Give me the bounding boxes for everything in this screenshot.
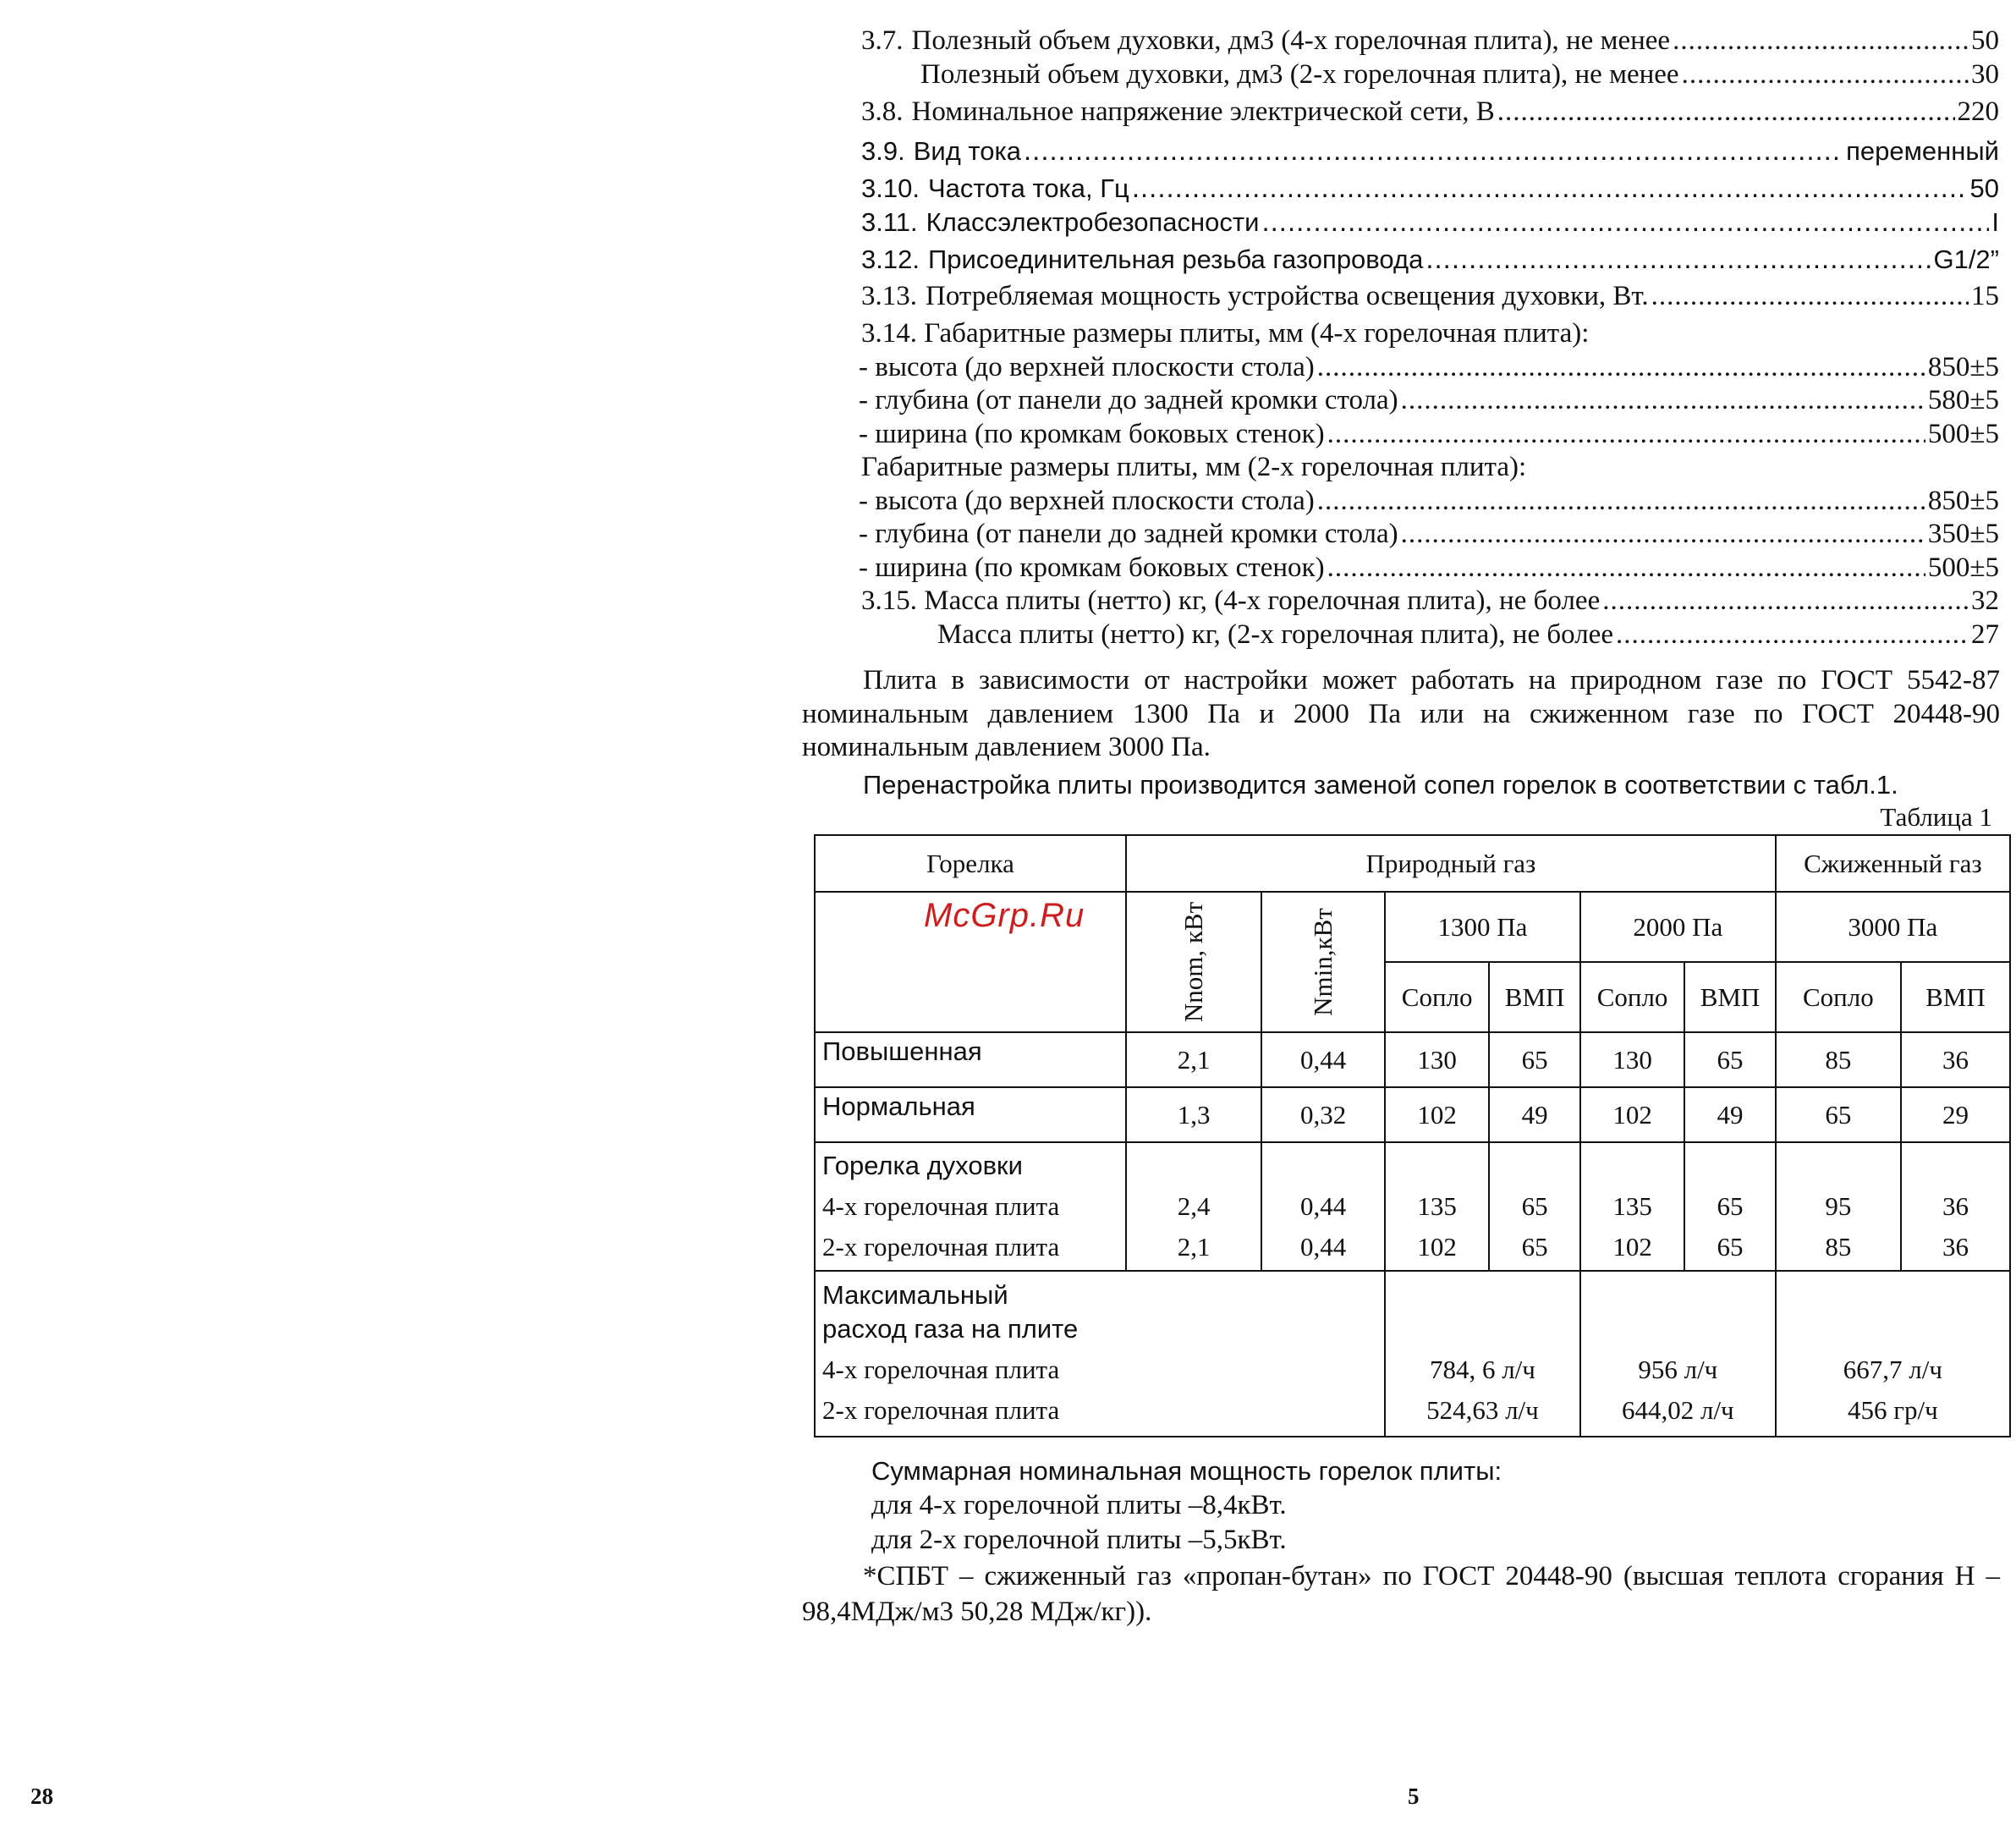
spec-value: 850±5 (1927, 485, 1999, 516)
cell: 65 (1521, 1191, 1548, 1221)
spec-row-3-7 (861, 25, 1999, 59)
cell: 65 (1717, 1232, 1744, 1262)
spec-label: - ширина (по кромкам боковых стенок) (859, 418, 1325, 449)
dot-leader (1425, 243, 1931, 275)
cell: 65 (1684, 1032, 1776, 1087)
dot-leader (1401, 519, 1925, 550)
dims-4-height (859, 352, 1999, 386)
dot-leader (1327, 552, 1925, 584)
cell: 456 гр/ч (1848, 1395, 1938, 1425)
spec-value: 850±5 (1927, 351, 1999, 382)
spec-value: 580±5 (1927, 385, 1999, 415)
cell: 784, 6 л/ч (1429, 1355, 1535, 1384)
nnom-label: Nnom, кВт (1178, 901, 1209, 1023)
spec-row-3-11 (861, 206, 1999, 239)
header-nmin (1261, 892, 1385, 1032)
cell: 65 (1521, 1232, 1548, 1262)
cell: 956 л/ч (1638, 1355, 1718, 1384)
gas-paragraph: Плита в зависимости от настройки может работать на природном газе по ГОСТ 5542-87 номинальным давлением 1300 Па и 2000 Па или на сжиженном газе по ГОСТ 20448-90 номинальным давлением 3000 Па. (802, 665, 2000, 762)
max-flow-labels (815, 1271, 1385, 1437)
spec-number: 3.11. (861, 206, 918, 237)
max-title-2: расход газа на плите (822, 1314, 1079, 1344)
spec-label: Масса плиты (нетто) кг, (2-х горелочная плита), не более (937, 618, 1613, 650)
spec-row-3-12 (861, 243, 1999, 277)
spec-value: 500±5 (1927, 418, 1999, 449)
header-vmp: ВМП (1489, 962, 1580, 1032)
watermark: McGrp.Ru (924, 897, 1085, 934)
spec-number: 3.12. (861, 245, 920, 274)
header-vmp: ВМП (1684, 962, 1776, 1032)
cell: 102 (1385, 1087, 1489, 1142)
cell: 0,44 (1261, 1032, 1385, 1087)
spec-value: 50 (1971, 25, 1999, 56)
spec-label: Потребляемая мощность устройства освещения духовки, Вт. (926, 280, 1649, 311)
reconfiguration-paragraph: Перенастройка плиты производится заменой сопел горелок в соответствии с табл.1. (863, 770, 1898, 800)
dims-2-width (859, 552, 1999, 586)
spec-number: 3.13. (861, 280, 917, 311)
oven-2000-vmp (1684, 1142, 1776, 1271)
spec-value: 350±5 (1927, 519, 1999, 549)
spec-label: 3.15. Масса плиты (нетто) кг, (4-х горелочная плита), не более (861, 585, 1601, 616)
spec-label: Классэлектробезопасности (926, 206, 1260, 237)
spec-label: - глубина (от панели до задней кромки стола) (859, 385, 1398, 415)
cell: 0,44 (1300, 1191, 1347, 1221)
spec-value: 220 (1957, 96, 1999, 127)
dot-leader (1616, 619, 1969, 651)
dot-leader (1327, 419, 1925, 450)
spec-value: 50 (1969, 173, 1999, 203)
oven-labels (815, 1142, 1126, 1271)
max-title-1: Максимальный (822, 1280, 1008, 1310)
cell: 85 (1825, 1232, 1852, 1262)
header-vmp: ВМП (1901, 962, 2010, 1032)
header-nnom (1126, 892, 1261, 1032)
page-number-left: 28 (30, 1784, 53, 1809)
cell: 135 (1417, 1191, 1457, 1221)
dims-2-depth (859, 519, 1999, 552)
nmin-label: Nmin,кВт (1308, 908, 1338, 1016)
cell: 130 (1580, 1032, 1684, 1087)
max-flow-3000 (1776, 1271, 2010, 1437)
dot-leader (1602, 585, 1969, 617)
page-number-right: 5 (1408, 1784, 1420, 1809)
spec-value: 15 (1971, 280, 1999, 311)
cell: 130 (1385, 1032, 1489, 1087)
mass-2 (861, 619, 1999, 653)
dims-4-depth (859, 385, 1999, 419)
dot-leader (1682, 59, 1969, 91)
spec-label: Полезный объем духовки, дм3 (2-х горелочная плита), не менее (920, 58, 1679, 90)
mass-4 (861, 585, 1999, 619)
spec-row-3-9 (861, 135, 1999, 168)
oven-4-label: 4-х горелочная плита (822, 1191, 1060, 1221)
table-row-oven (815, 1142, 2010, 1271)
cell: 85 (1776, 1032, 1901, 1087)
dot-leader (1261, 206, 1989, 238)
cell: 65 (1717, 1191, 1744, 1221)
cell: 36 (1901, 1032, 2010, 1087)
header-pressure-2000: 2000 Па (1580, 892, 1776, 962)
table-header-row (815, 835, 2010, 892)
spec-row-3-13 (861, 281, 1999, 315)
spec-label: Полезный объем духовки, дм3 (4-х горелочная плита), не менее (911, 25, 1671, 56)
oven-nmin (1261, 1142, 1385, 1271)
spec-label: Вид тока (913, 135, 1021, 166)
cell: 102 (1580, 1087, 1684, 1142)
spec-number: 3.9. (861, 135, 905, 166)
table-row-high (815, 1032, 2010, 1087)
header-nozzle: Сопло (1580, 962, 1684, 1032)
cell: 135 (1612, 1191, 1652, 1221)
cell: 49 (1684, 1087, 1776, 1142)
dims-2-title: Габаритные размеры плиты, мм (2-х горелочная плита): (861, 452, 1527, 482)
footnote: *СПБТ – сжиженный газ «пропан-бутан» по ГОСТ 20448-90 (высшая теплота сгорания Н – 98,4МДж/м3 50,28 МДж/кг)). (802, 1561, 2000, 1627)
cell: 0,44 (1300, 1232, 1347, 1262)
spec-label: - ширина (по кромкам боковых стенок) (859, 552, 1325, 583)
row-label: Повышенная (815, 1032, 1126, 1087)
dims-4-title: 3.14. Габаритные размеры плиты, мм (4-х горелочная плита): (861, 318, 1590, 349)
cell: 36 (1942, 1232, 1969, 1262)
oven-1300-nozzle (1385, 1142, 1489, 1271)
summary-line-2: для 2-х горелочной плиты –5,5кВт. (871, 1525, 1287, 1555)
spec-label: - глубина (от панели до задней кромки стола) (859, 519, 1398, 549)
dot-leader (1024, 135, 1843, 167)
header-liquefied-gas: Сжиженный газ (1776, 835, 2010, 892)
spec-value: I (1991, 206, 1999, 237)
spec-row-3-10 (861, 172, 1999, 206)
dims-4-width (859, 419, 1999, 453)
oven-2-label: 2-х горелочная плита (822, 1232, 1060, 1262)
header-nozzle: Сопло (1385, 962, 1489, 1032)
cell: 36 (1942, 1191, 1969, 1221)
row-label: Нормальная (815, 1087, 1126, 1142)
summary-line-4: для 4-х горелочной плиты –8,4кВт. (871, 1490, 1287, 1520)
cell: 49 (1489, 1087, 1580, 1142)
spec-value: 500±5 (1927, 552, 1999, 583)
header-burner: Горелка (815, 835, 1126, 892)
spec-value: переменный (1846, 135, 1999, 166)
cell: 2,1 (1126, 1032, 1261, 1087)
cell: 65 (1776, 1087, 1901, 1142)
specifications-list (861, 25, 1999, 652)
table-caption: Таблица 1 (1880, 802, 1992, 832)
spec-row-3-7b (861, 59, 1999, 93)
max-flow-1300 (1385, 1271, 1580, 1437)
dot-leader (1401, 385, 1925, 416)
dot-leader (1673, 25, 1969, 57)
header-pressure-3000: 3000 Па (1776, 892, 2010, 962)
dims-2-height (859, 486, 1999, 519)
power-summary (871, 1454, 1502, 1558)
header-natural-gas: Природный газ (1126, 835, 1776, 892)
cell: 1,3 (1126, 1087, 1261, 1142)
spec-number: 3.10. (861, 173, 920, 203)
dot-leader (1317, 486, 1925, 517)
oven-2000-nozzle (1580, 1142, 1684, 1271)
spec-number: 3.8. (861, 96, 904, 127)
spec-value: 32 (1971, 585, 1999, 616)
header-pressure-1300: 1300 Па (1385, 892, 1580, 962)
cell: 2,1 (1177, 1232, 1211, 1262)
spec-label: - высота (до верхней плоскости стола) (859, 485, 1315, 516)
spec-value: 27 (1971, 618, 1999, 650)
cell: 667,7 л/ч (1843, 1355, 1942, 1384)
dot-leader (1651, 281, 1969, 312)
oven-nnom (1126, 1142, 1261, 1271)
spec-row-3-8 (861, 96, 1999, 130)
table-row-max-flow (815, 1271, 2010, 1437)
cell: 102 (1417, 1232, 1457, 1262)
spec-label: Номинальное напряжение электрической сети, В (911, 96, 1495, 127)
max-flow-2000 (1580, 1271, 1776, 1437)
cell: 0,32 (1261, 1087, 1385, 1142)
cell: 524,63 л/ч (1426, 1395, 1539, 1425)
table-row-normal (815, 1087, 2010, 1142)
cell: 95 (1825, 1191, 1852, 1221)
dot-leader (1497, 96, 1955, 128)
cell: 2,4 (1177, 1191, 1211, 1221)
max-2-label: 2-х горелочная плита (822, 1395, 1060, 1425)
cell: 102 (1612, 1232, 1652, 1262)
spec-value: 30 (1971, 58, 1999, 90)
dot-leader (1317, 352, 1925, 383)
max-4-label: 4-х горелочная плита (822, 1355, 1060, 1384)
summary-title: Суммарная номинальная мощность горелок плиты: (871, 1456, 1502, 1486)
dot-leader (1132, 172, 1968, 204)
oven-1300-vmp (1489, 1142, 1580, 1271)
cell: 644,02 л/ч (1621, 1395, 1734, 1425)
oven-3000-nozzle (1776, 1142, 1901, 1271)
spec-number: 3.7. (861, 25, 904, 56)
spec-label: Частота тока, Гц (927, 173, 1129, 203)
cell: 29 (1901, 1087, 2010, 1142)
header-nozzle: Сопло (1776, 962, 1901, 1032)
oven-3000-vmp (1901, 1142, 2010, 1271)
spec-value: G1/2” (1933, 245, 1999, 274)
spec-label: Присоединительная резьба газопровода (927, 245, 1424, 274)
spec-label: - высота (до верхней плоскости стола) (859, 351, 1315, 382)
cell: 65 (1489, 1032, 1580, 1087)
oven-title: Горелка духовки (822, 1151, 1023, 1180)
